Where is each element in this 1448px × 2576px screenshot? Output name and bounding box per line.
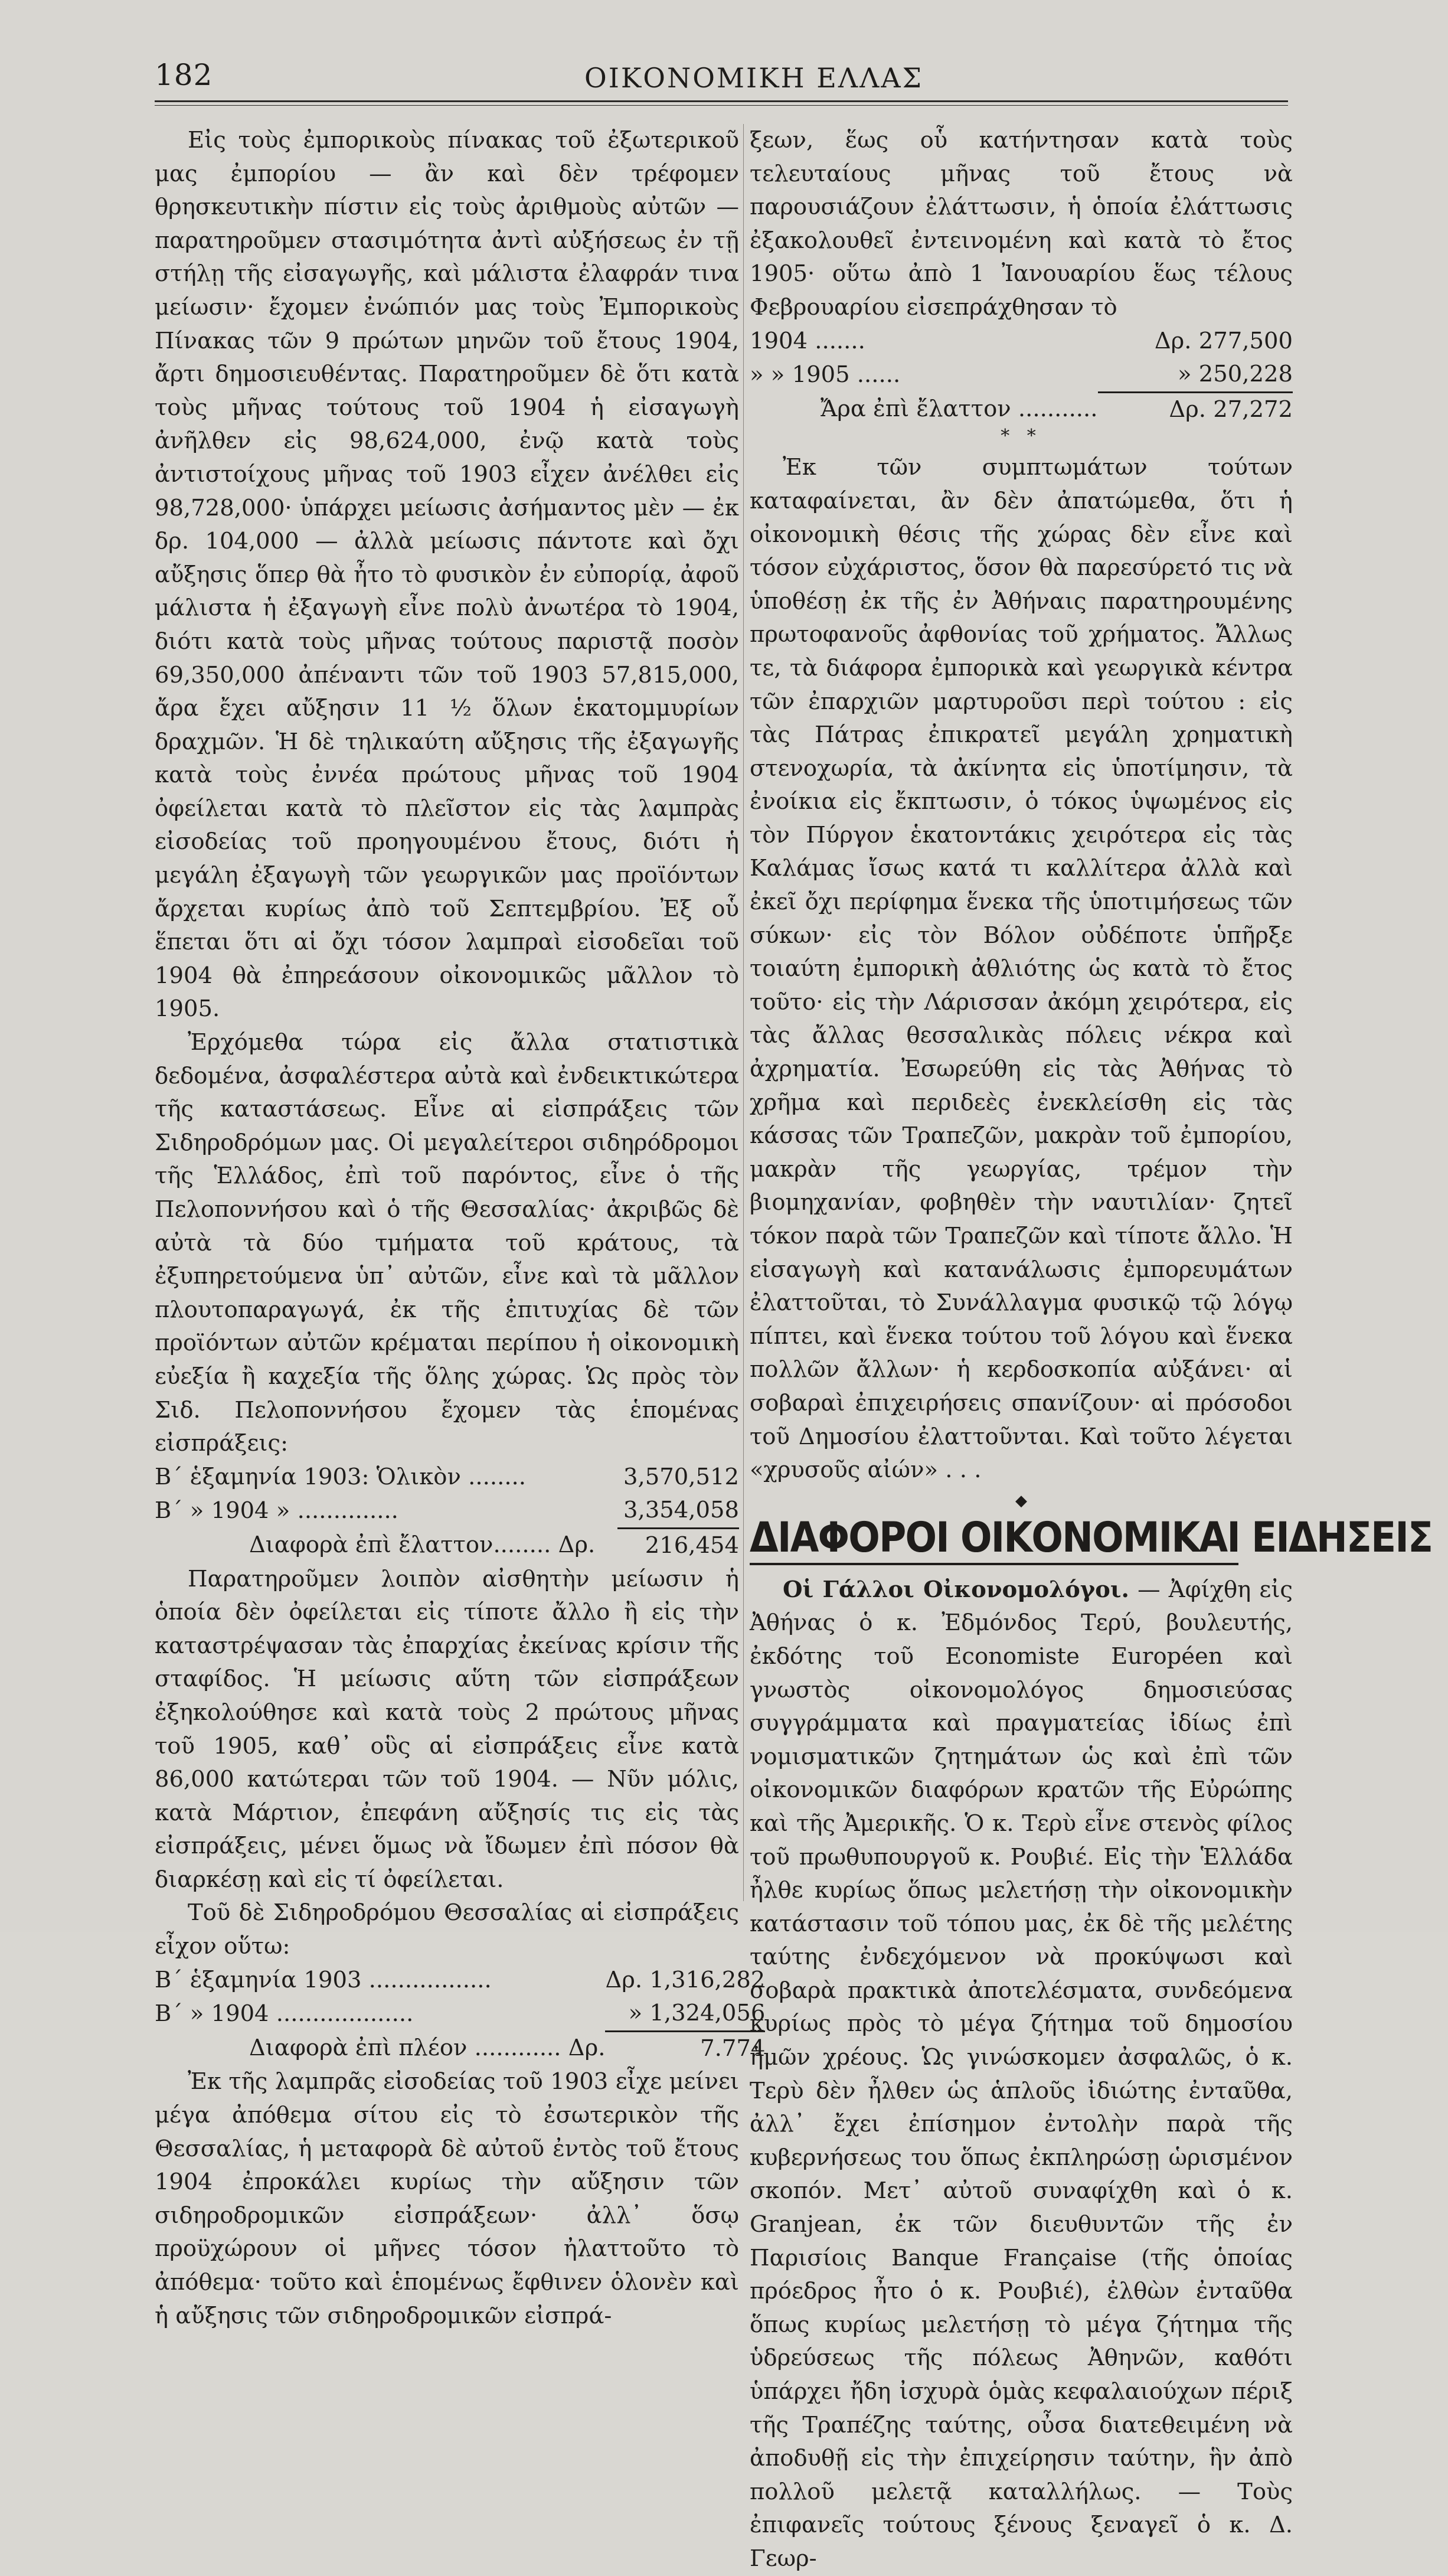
difference-label: Διαφορὰ ἐπὶ ἔλαττον........ Δρ.: [249, 1532, 596, 1559]
row-label: Β΄ ἑξαμηνία 1903 .................: [155, 1966, 492, 1993]
section-heading: ΔΙΑΦΟΡΟΙ ΟΙΚΟΝΟΜΙΚΑΙ ΕΙΔΗΣΕΙΣ: [750, 1512, 1238, 1565]
row-value: » 1,324,056: [605, 1997, 765, 2031]
difference-label: Διαφορὰ ἐπὶ πλέον ............ Δρ.: [249, 2035, 606, 2062]
paragraph: ξεων, ἕως οὗ κατήντησαν κατὰ τοὺς τελευταίους μῆνας τοῦ ἔτους νὰ παρουσιάζουν ἐλάττωσιν, ἡ ὁποία ἐλάττωσις ἐξακολουθεῖ ἐντεινομένη καὶ κατὰ τὸ ἔτος 1905· οὕτω ἀπὸ 1 Ἰανουαρίου ἕως τέλους Φεβρουαρίου εἰσεπράχθησαν τὸ: [750, 127, 1293, 321]
page-number: 182: [155, 58, 213, 92]
paragraph: Ἐκ τῆς λαμπρᾶς εἰσοδείας τοῦ 1903 εἶχε μείνει μέγα ἀπόθεμα σίτου εἰς τὸ ἐσωτερικὸν τῆς Θεσσαλίας, ἡ μεταφορὰ δὲ αὐτοῦ ἐντὸς τοῦ ἔτους 1904 ἐπροκάλει κυρίως τὴν αὔξησιν τῶν σιδηροδρομικῶν εἰσπράξεων· ἀλλ᾽ ὅσῳ προϋχώρουν οἱ μῆνες τόσον ἠλαττοῦτο τὸ ἀπόθεμα· τοῦτο καὶ ἑπομένως ἔφθινεν ὁλονὲν καὶ ἡ αὔξησις τῶν σιδηροδρομικῶν εἰσπρά-: [155, 2068, 739, 2329]
right-column: [750, 124, 1433, 2576]
difference-value: Δρ. 27,272: [1169, 396, 1293, 423]
section-break-stars: * *: [1001, 426, 1042, 447]
jan-feb-receipts-table: [750, 325, 1293, 427]
table-row: [750, 325, 1293, 358]
difference-row: [155, 2031, 765, 2065]
news-item-lead: Οἱ Γάλλοι Οἰκονομολόγοι.: [783, 1576, 1129, 1603]
row-value: » 250,228: [1098, 358, 1293, 392]
row-value: 3,354,058: [617, 1494, 739, 1528]
paragraph: Ἐρχόμεθα τώρα εἰς ἄλλα στατιστικὰ δεδομένα, ἀσφαλέστερα αὐτὰ καὶ ἐνδεικτικώτερα τῆς καταστάσεως. Εἶνε αἱ εἰσπράξεις τῶν Σιδηροδρόμων μας. Οἱ μεγαλείτεροι σιδηρόδρομοι τῆς Ἑλλάδος, ἐπὶ τοῦ παρόντος, εἶνε ὁ τῆς Πελοποννήσου καὶ ὁ τῆς Θεσσαλίας· ἀκριβῶς δὲ αὐτὰ τὰ δύο τμήματα τοῦ κράτους, τὰ ἐξυπηρετούμενα ὑπ᾽ αὐτῶν, εἶνε καὶ τὰ μᾶλλον πλουτοπαραγωγά, ἐκ τῆς ἐπιτυχίας δὲ τῶν προϊόντων αὐτῶν κρέμαται περίπου ἡ οἰκονομικὴ εὐεξία ἢ καχεξία τῆς ὅλης χώρας. Ὡς πρὸς τὸν Σιδ. Πελοποννήσου ἔχομεν τὰς ἑπομένας εἰσπράξεις:: [155, 1029, 739, 1457]
row-label: Β΄ ἑξαμηνία 1903: Ὁλικὸν ........: [155, 1463, 527, 1490]
row-label: Β΄ » 1904 » ..............: [155, 1497, 398, 1524]
paragraph: Τοῦ δὲ Σιδηροδρόμου Θεσσαλίας αἱ εἰσπράξεις εἶχον οὕτω:: [155, 1899, 739, 1960]
table-row: [155, 1997, 765, 2031]
row-label: » » 1905 ......: [750, 361, 901, 388]
paragraph: Ἐκ τῶν συμπτωμάτων τούτων καταφαίνεται, ἂν δὲν ἀπατώμεθα, ὅτι ἡ οἰκονομικὴ θέσις τῆς χώρας δὲν εἶνε καὶ τόσον εὐχάριστος, ὅσον θὰ παρεσύρετό τις νὰ ὑποθέσῃ ἐκ τῆς ἐν Ἀθήναις παρατηρουμένης πρωτοφανοῦς ἀφθονίας τοῦ χρήματος. Ἄλλως τε, τὰ διάφορα ἐμπορικὰ καὶ γεωργικὰ κέντρα τῶν ἐπαρχιῶν μαρτυροῦσι περὶ τούτου : εἰς τὰς Πάτρας ἐπικρατεῖ μεγάλη χρηματικὴ στενοχωρία, τὰ ἀκίνητα εἰς ὑποτίμησιν, τὰ ἐνοίκια εἰς ἔκπτωσιν, ὁ τόκος ὑψωμένος εἰς τὸν Πύργον ἑκατοντάκις χειρότερα εἰς τὰς Καλάμας ἴσως κατά τι καλλίτερα ἀλλὰ καὶ ἐκεῖ ὄχι περίφημα ἕνεκα τῆς ὑποτιμήσεως τῶν σύκων· εἰς τὸν Βόλον οὐδέποτε ὑπῆρξε τοιαύτη ἐμπορικὴ ἀθλιότης ὡς κατὰ τὸ ἔτος τοῦτο· εἰς τὴν Λάρισσαν ἀκόμη χειρότερα, εἰς τὰς ἄλλας θεσσαλικὰς πόλεις νέκρα καὶ ἀχρηματία. Ἐσωρεύθη εἰς τὰς Ἀθήνας τὸ χρῆμα καὶ περιδεὲς ἐνεκλείσθη εἰς τὰς κάσσας τῶν Τραπεζῶν, μακρὰν τοῦ ἐμπορίου, μακρὰν τῆς γεωργίας, τρέμον τὴν βιομηχανίαν, φοβηθὲν τὴν ναυτιλίαν· ζητεῖ τόκον παρὰ τῶν Τραπεζῶν καὶ τίποτε ἄλλο. Ἡ εἰσαγωγὴ καὶ κατανάλωσις ἐμπορευμάτων ἐλαττοῦται, τὸ Συνάλλαγμα φυσικῷ τῷ λόγῳ πίπτει, καὶ ἕνεκα τούτου τοῦ λόγου καὶ ἕνεκα πολλῶν ἄλλων· ἡ κερδοσκοπία αὐξάνει· αἱ σοβαραὶ ἐπιχειρήσεις σπανίζουν· αἱ πρόσοδοι τοῦ Δημοσίου ἐλαττοῦνται. Καὶ τοῦτο λέγεται «χρυσοῦς αἰών» . . .: [750, 454, 1293, 1484]
news-item-body: — Ἀφίχθη εἰς Ἀθήνας ὁ κ. Ἐδμόνδος Τερύ, βουλευτής, ἐκδότης τοῦ Economiste Européen καὶ γνωστὸς οἰκονομολόγος δημοσιεύσας συγγράμματα καὶ πραγματείας ἰδίως ἐπὶ νομισματικῶν ζητημάτων ὡς καὶ ἐπὶ τῶν οἰκονομικῶν διαφόρων κρατῶν τῆς Εὐρώπης καὶ τῆς Ἀμερικῆς. Ὁ κ. Τερὺ εἶνε στενὸς φίλος τοῦ πρωθυπουργοῦ κ. Ρουβιέ. Εἰς τὴν Ἑλλάδα ἦλθε κυρίως ὅπως μελετήσῃ τὴν οἰκονομικὴν κατάστασιν τοῦ τόπου μας, ἐκ δὲ τῆς μελέτης ταύτης ἐνδεχόμενον νὰ προκύψωσι καὶ σοβαρὰ πρακτικὰ ἀποτελέσματα, συνδεόμενα κυρίως πρὸς τὸ μέγα ζήτημα τοῦ δημοσίου ἡμῶν χρέους. Ὡς γινώσκομεν ἀσφαλῶς, ὁ κ. Τερὺ δὲν ἦλθεν ὡς ἁπλοῦς ἰδιώτης ἐνταῦθα, ἀλλ᾽ ἔχει ἐπίσημον ἐντολὴν παρὰ τῆς κυβερνήσεως του ὅπως ἐκπληρώσῃ ὡρισμένον σκοπόν. Μετ᾽ αὐτοῦ συναφίχθη καὶ ὁ κ. Granjean, ἐκ τῶν διευθυντῶν τῆς ἐν Παρισίοις Banque Française (τῆς ὁποίας πρόεδρος ἦτο ὁ κ. Ρουβιέ), ἐλθὼν ἐνταῦθα ὅπως κυρίως μελετήσῃ τὸ μέγα ζήτημα τῆς ὑδρεύσεως τῆς πόλεως Ἀθηνῶν, καθότι ὑπάρχει ἤδη ἰσχυρὰ ὁμὰς κεφαλαιούχων πέριξ τῆς Τραπέζης ταύτης, οὖσα διατεθειμένη νὰ ἀποδυθῇ εἰς τὴν ἐπιχείρησιν ταύτην, ἣν ἀπὸ πολλοῦ μελετᾷ καταλλήλως. — Τοὺς ἐπιφανεῖς τούτους ξένους ξεναγεῖ ὁ κ. Δ. Γεωρ-: [750, 1576, 1293, 2572]
news-item: [750, 1573, 1293, 2576]
paragraph: Εἰς τοὺς ἐμπορικοὺς πίνακας τοῦ ἐξωτερικοῦ μας ἐμπορίου — ἂν καὶ δὲν τρέφομεν θρησκευτικὴν πίστιν εἰς τοὺς ἀριθμοὺς αὐτῶν — παρατηροῦμεν στασιμότητα ἀντὶ αὐξήσεως ἐν τῇ στήλῃ τῆς εἰσαγωγῆς, καὶ μάλιστα ἐλαφράν τινα μείωσιν· ἔχομεν ἐνώπιόν μας τοὺς Ἐμπορικοὺς Πίνακας τῶν 9 πρώτων μηνῶν τοῦ ἔτους 1904, ἄρτι δημοσιευθέντας. Παρατηροῦμεν δὲ ὅτι κατὰ τοὺς μῆνας τούτους τοῦ 1904 ἡ εἰσαγωγὴ ἀνῆλθεν εἰς 98,624,000, ἐνῷ κατὰ τοὺς ἀντιστοίχους μῆνας τοῦ 1903 εἶχεν ἀνέλθει εἰς 98,728,000· ὑπάρχει μείωσις ἀσήμαντος μὲν — ἐκ δρ. 104,000 — ἀλλὰ μείωσις πάντοτε καὶ ὄχι αὔξησις ὅπερ θὰ ἦτο τὸ φυσικὸν ἐν εὐπορίᾳ, ἀφοῦ μάλιστα ἡ ἐξαγωγὴ εἶνε πολὺ ἀνωτέρα τὸ 1904, διότι κατὰ τοὺς μῆνας τούτους παριστᾷ ποσὸν 69,350,000 ἀπέναντι τῶν τοῦ 1903 57,815,000, ἄρα ἔχει αὔξησιν 11 ½ ὅλων ἑκατομμυρίων δραχμῶν. Ἡ δὲ τηλικαύτη αὔξησις τῆς ἐξαγωγῆς κατὰ τοὺς ἐννέα πρώτους μῆνας τοῦ 1904 ὀφείλεται κατὰ τὸ πλεῖστον εἰς τὰς λαμπρὰς εἰσοδείας τοῦ προηγουμένου ἔτους, διότι ἡ μεγάλη ἐξαγωγὴ τῶν γεωργικῶν μας προϊόντων ἄρχεται κυρίως ἀπὸ τοῦ Σεπτεμβρίου. Ἐξ οὗ ἕπεται ὅτι αἱ ὄχι τόσον λαμπραὶ εἰσοδεῖαι τοῦ 1904 θὰ ἐπηρεάσουν οἰκονομικῶς μᾶλλον τὸ 1905.: [155, 127, 739, 1023]
left-column: [155, 124, 766, 2333]
row-label: Β΄ » 1904 ...................: [155, 2000, 414, 2027]
difference-label: Ἄρα ἐπὶ ἔλαττον ...........: [821, 396, 1098, 422]
row-value: Δρ. 277,500: [1154, 327, 1293, 354]
thessaly-receipts-table: [155, 1964, 765, 2066]
ornament-icon: ◆: [1015, 1491, 1027, 1510]
table-row: [155, 1461, 739, 1494]
difference-value: 7.774: [700, 2035, 766, 2062]
running-title: ΟΙΚΟΝΟΜΙΚΗ ΕΛΛΑΣ: [584, 62, 924, 94]
peloponnese-receipts-table: [155, 1461, 739, 1563]
row-label: 1904 .......: [750, 327, 865, 354]
table-row: [155, 1964, 765, 1997]
column-divider: [743, 124, 744, 1901]
difference-row: [155, 1528, 739, 1562]
row-value: 3,570,512: [623, 1463, 739, 1490]
paragraph: Παρατηροῦμεν λοιπὸν αἰσθητὴν μείωσιν ἡ ὁποία δὲν ὀφείλεται εἰς τίποτε ἄλλο ἢ εἰς τὴν καταστρέψασαν τὰς ἐπαρχίας ἐκείνας κρίσιν τῆς σταφίδος. Ἡ μείωσις αὕτη τῶν εἰσπράξεων ἐξηκολούθησε καὶ κατὰ τοὺς 2 πρώτους μῆνας τοῦ 1905, καθ᾽ οὓς αἱ εἰσπράξεις εἶνε κατὰ 86,000 κατώτεραι τῶν τοῦ 1904. — Νῦν μόλις, κατὰ Μάρτιον, ἐπεφάνη αὔξησίς τις εἰς τὰς εἰσπράξεις, μένει ὅμως νὰ ἴδωμεν ἐπὶ πόσον θὰ διαρκέσῃ καὶ εἰς τί ὀφείλεται.: [155, 1565, 739, 1893]
header-rule: [155, 100, 1288, 102]
header-rule-thin: [155, 105, 1288, 106]
difference-row: [750, 392, 1293, 426]
table-row: [750, 358, 1293, 392]
table-row: [155, 1494, 739, 1528]
row-value: Δρ. 1,316,282: [605, 1966, 766, 1993]
difference-value: 216,454: [645, 1532, 739, 1559]
